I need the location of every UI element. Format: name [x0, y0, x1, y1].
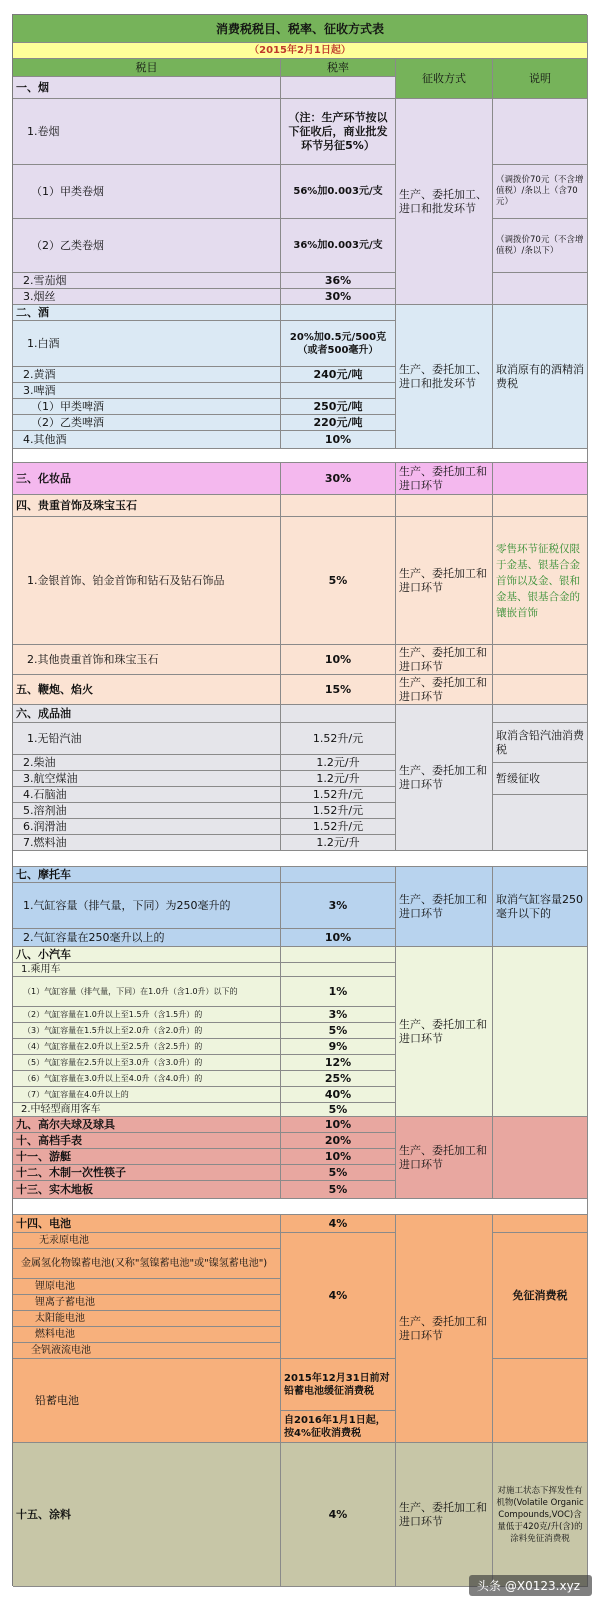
beer-label: 3.啤酒	[13, 383, 281, 399]
car-item-rate: 9%	[281, 1039, 396, 1055]
oil-item-label: 7.燃料油	[13, 835, 281, 851]
section-car-rate	[281, 947, 396, 963]
misc-item-rate: 5%	[281, 1165, 396, 1181]
battery-note-bottom	[493, 1359, 588, 1443]
baijiu-rate: 20%加0.5元/500克（或者500毫升）	[281, 321, 396, 367]
cigarette-rate: （注：生产环节按以下征收后，商业批发环节另征5%）	[281, 99, 396, 165]
section-tobacco-rate	[281, 77, 396, 99]
misc-item-rate: 5%	[281, 1181, 396, 1199]
oil-item-rate: 1.52升/元	[281, 723, 396, 755]
motorcycle-a-label: 1.气缸容量（排气量，下同）为250毫升的	[13, 883, 281, 929]
paint-note: 对施工状态下挥发性有机物(Volatile Organic Compounds,VOC)含量低于420克/升(含)的涂料免征消费税	[493, 1443, 588, 1587]
firecrackers-note	[493, 675, 588, 705]
gold-jewelry-method: 生产、委托加工和进口环节	[396, 517, 493, 645]
misc-note	[493, 1117, 588, 1199]
oil-item-label: 6.润滑油	[13, 819, 281, 835]
battery-item-label: 锂原电池	[13, 1279, 281, 1295]
other-jewelry-note	[493, 645, 588, 675]
cigarette-a-note: （调拨价70元（不含增值税）/条以上（含70元）	[493, 165, 588, 219]
car-item-label: （6）气缸容量在3.0升以上至4.0升（含4.0升）的	[13, 1071, 281, 1087]
tobacco-method: 生产、委托加工、进口和批发环节	[396, 99, 493, 305]
car-item-label: （5）气缸容量在2.5升以上至3.0升（含3.0升）的	[13, 1055, 281, 1071]
car-method: 生产、委托加工和进口环节	[396, 947, 493, 1117]
oil-note-top	[493, 705, 588, 723]
oil-item-label: 5.溶剂油	[13, 803, 281, 819]
cosmetics-note	[493, 463, 588, 495]
gold-jewelry-note: 零售环节征税仅限于金基、银基合金首饰以及金、银和金基、银基合金的镶嵌首饰	[493, 517, 588, 645]
misc-item-label: 九、高尔夫球及球具	[13, 1117, 281, 1133]
battery-item-label: 全钒液流电池	[13, 1343, 281, 1359]
other-alcohol-label: 4.其他酒	[13, 431, 281, 449]
huangjiu-rate: 240元/吨	[281, 367, 396, 383]
oil-note-2: 暂缓征收	[493, 763, 588, 795]
oil-item-rate: 1.52升/元	[281, 819, 396, 835]
motorcycle-a-rate: 3%	[281, 883, 396, 929]
car-item-label: （7）气缸容量在4.0升以上的	[13, 1087, 281, 1103]
lead-battery-rate-2: 自2016年1月1日起，按4%征收消费税	[281, 1411, 396, 1443]
section-battery: 十四、电池	[13, 1215, 281, 1233]
section-car: 八、小汽车	[13, 947, 281, 963]
gap-row	[13, 1199, 588, 1215]
oil-item-label: 3.航空煤油	[13, 771, 281, 787]
misc-item-label: 十一、游艇	[13, 1149, 281, 1165]
beer-a-rate: 250元/吨	[281, 399, 396, 415]
table-title: 消费税税目、税率、征收方式表	[13, 15, 588, 43]
commercial-bus-label: 2.中轻型商用客车	[13, 1103, 281, 1117]
section-jewelry-method	[396, 495, 493, 517]
lead-battery-label: 铅蓄电池	[13, 1359, 281, 1443]
paint-rate: 4%	[281, 1443, 396, 1587]
car-item-rate: 12%	[281, 1055, 396, 1071]
battery-head-rate: 4%	[281, 1215, 396, 1233]
oil-item-rate: 1.52升/元	[281, 787, 396, 803]
battery-note-top	[493, 1215, 588, 1233]
car-item-rate: 3%	[281, 1007, 396, 1023]
cigarette-a-label: （1）甲类卷烟	[13, 165, 281, 219]
oil-item-rate: 1.2元/升	[281, 771, 396, 787]
misc-item-label: 十、高档手表	[13, 1133, 281, 1149]
section-motorcycle: 七、摩托车	[13, 867, 281, 883]
beer-b-label: （2）乙类啤酒	[13, 415, 281, 431]
car-item-label: （1）气缸容量（排气量，下同）在1.0升（含1.0升）以下的	[13, 977, 281, 1007]
section-oil-rate	[281, 705, 396, 723]
cosmetics-rate: 30%	[281, 463, 396, 495]
tobacco-note-top	[493, 99, 588, 165]
section-alcohol-rate	[281, 305, 396, 321]
battery-item-label: 无汞原电池	[13, 1233, 281, 1249]
battery-item-label: 锂离子蓄电池	[13, 1295, 281, 1311]
misc-method: 生产、委托加工和进口环节	[396, 1117, 493, 1199]
battery-item-label: 太阳能电池	[13, 1311, 281, 1327]
section-jewelry: 四、贵重首饰及珠宝玉石	[13, 495, 281, 517]
oil-item-label: 4.石脑油	[13, 787, 281, 803]
cigarette-b-rate: 36%加0.003元/支	[281, 219, 396, 273]
cigarette-b-label: （2）乙类卷烟	[13, 219, 281, 273]
cigar-label: 2.雪茄烟	[13, 273, 281, 289]
firecrackers-rate: 15%	[281, 675, 396, 705]
oil-note-1: 取消含铅汽油消费税	[493, 723, 588, 763]
section-alcohol: 二、酒	[13, 305, 281, 321]
other-jewelry-rate: 10%	[281, 645, 396, 675]
tobacco-note-bottom	[493, 273, 588, 305]
cigarette-a-rate: 56%加0.003元/支	[281, 165, 396, 219]
section-cosmetics: 三、化妆品	[13, 463, 281, 495]
alcohol-method: 生产、委托加工、进口和批发环节	[396, 305, 493, 449]
oil-item-rate: 1.2元/升	[281, 835, 396, 851]
firecrackers-method: 生产、委托加工和进口环节	[396, 675, 493, 705]
battery-method: 生产、委托加工和进口环节	[396, 1215, 493, 1443]
car-item-rate: 25%	[281, 1071, 396, 1087]
battery-items-rate: 4%	[281, 1233, 396, 1359]
oil-method: 生产、委托加工和进口环节	[396, 705, 493, 851]
header-item: 税目	[13, 59, 281, 77]
motorcycle-b-label: 2.气缸容量在250毫升以上的	[13, 929, 281, 947]
motorcycle-method: 生产、委托加工和进口环节	[396, 867, 493, 947]
alcohol-note: 取消原有的酒精消费税	[493, 305, 588, 449]
gold-jewelry-label: 1.金银首饰、铂金首饰和钻石及钻石饰品	[13, 517, 281, 645]
passenger-car-rate	[281, 963, 396, 977]
gap-row	[13, 851, 588, 867]
cigarette-label: 1.卷烟	[13, 99, 281, 165]
header-rate: 税率	[281, 59, 396, 77]
passenger-car-label: 1.乘用车	[13, 963, 281, 977]
oil-item-label: 1.无铅汽油	[13, 723, 281, 755]
section-jewelry-note	[493, 495, 588, 517]
motorcycle-note: 取消气缸容量250毫升以下的	[493, 867, 588, 947]
section-paint: 十五、涂料	[13, 1443, 281, 1587]
oil-note-bottom	[493, 795, 588, 851]
gold-jewelry-rate: 5%	[281, 517, 396, 645]
baijiu-label: 1.白酒	[13, 321, 281, 367]
watermark	[469, 1575, 592, 1596]
header-method: 征收方式	[396, 59, 493, 99]
header-note: 说明	[493, 59, 588, 99]
car-item-rate: 1%	[281, 977, 396, 1007]
car-item-label: （4）气缸容量在2.0升以上至2.5升（含2.5升）的	[13, 1039, 281, 1055]
watermark-prefix: 头条	[476, 1579, 501, 1593]
car-item-rate: 40%	[281, 1087, 396, 1103]
section-motorcycle-rate	[281, 867, 396, 883]
cigarette-b-note: （调拨价70元（不含增值税）/条以下）	[493, 219, 588, 273]
oil-item-label: 2.柴油	[13, 755, 281, 771]
paint-method: 生产、委托加工和进口环节	[396, 1443, 493, 1587]
other-alcohol-rate: 10%	[281, 431, 396, 449]
motorcycle-b-rate: 10%	[281, 929, 396, 947]
watermark-handle: @X0123.xyz	[504, 1579, 580, 1593]
car-item-rate: 5%	[281, 1023, 396, 1039]
gap-row	[13, 449, 588, 463]
misc-item-rate: 10%	[281, 1149, 396, 1165]
section-jewelry-rate	[281, 495, 396, 517]
beer-a-label: （1）甲类啤酒	[13, 399, 281, 415]
cut-tobacco-rate: 30%	[281, 289, 396, 305]
battery-note: 免征消费税	[493, 1233, 588, 1359]
misc-item-rate: 10%	[281, 1117, 396, 1133]
cosmetics-method: 生产、委托加工和进口环节	[396, 463, 493, 495]
battery-item-label: 金属氢化物镍蓄电池(又称"氢镍蓄电池"或"镍氢蓄电池")	[13, 1249, 281, 1279]
oil-item-rate: 1.52升/元	[281, 803, 396, 819]
misc-item-label: 十三、实木地板	[13, 1181, 281, 1199]
car-item-label: （2）气缸容量在1.0升以上至1.5升（含1.5升）的	[13, 1007, 281, 1023]
cut-tobacco-label: 3.烟丝	[13, 289, 281, 305]
car-note	[493, 947, 588, 1117]
section-tobacco: 一、烟	[13, 77, 281, 99]
tax-table	[12, 14, 587, 1586]
lead-battery-rate-1: 2015年12月31日前对铅蓄电池缓征消费税	[281, 1359, 396, 1411]
other-jewelry-label: 2.其他贵重首饰和珠宝玉石	[13, 645, 281, 675]
car-item-label: （3）气缸容量在1.5升以上至2.0升（含2.0升）的	[13, 1023, 281, 1039]
cigar-rate: 36%	[281, 273, 396, 289]
battery-item-label: 燃料电池	[13, 1327, 281, 1343]
oil-item-rate: 1.2元/升	[281, 755, 396, 771]
section-firecrackers: 五、鞭炮、焰火	[13, 675, 281, 705]
huangjiu-label: 2.黄酒	[13, 367, 281, 383]
other-jewelry-method: 生产、委托加工和进口环节	[396, 645, 493, 675]
table-subtitle: （2015年2月1日起）	[13, 43, 588, 59]
misc-item-rate: 20%	[281, 1133, 396, 1149]
commercial-bus-rate: 5%	[281, 1103, 396, 1117]
misc-item-label: 十二、木制一次性筷子	[13, 1165, 281, 1181]
beer-b-rate: 220元/吨	[281, 415, 396, 431]
beer-rate	[281, 383, 396, 399]
section-oil: 六、成品油	[13, 705, 281, 723]
